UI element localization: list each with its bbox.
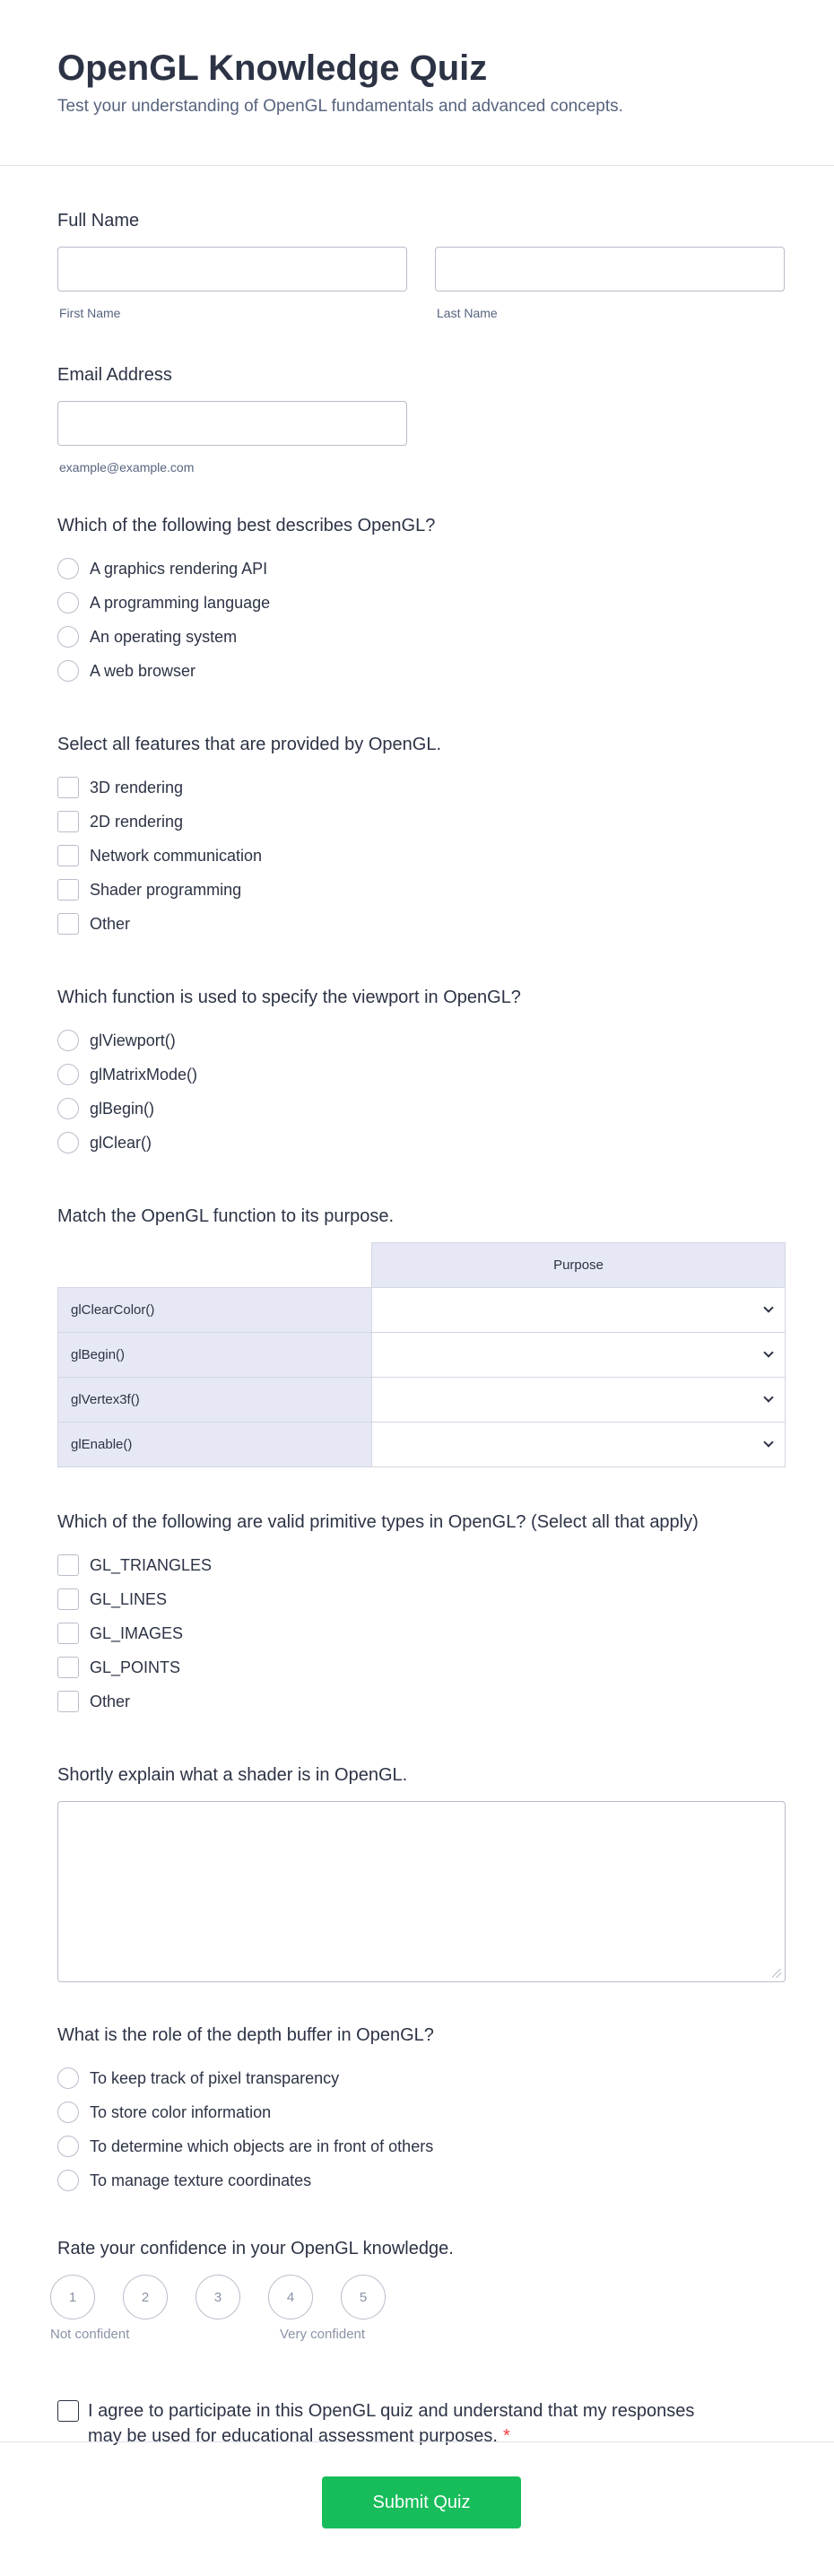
last-name-input[interactable] [435, 247, 785, 292]
option-label: Shader programming [90, 880, 242, 899]
option-label: glMatrixMode() [90, 1065, 198, 1083]
checkbox[interactable] [57, 777, 79, 798]
checkbox-option[interactable] [57, 770, 777, 805]
radio-option[interactable] [57, 586, 777, 620]
matrix-table [57, 1242, 786, 1467]
question-function-matrix [57, 1205, 777, 1467]
option-label: GL_TRIANGLES [90, 1555, 213, 1574]
checkbox-option[interactable] [57, 1616, 777, 1650]
option-label: glClear() [90, 1133, 152, 1152]
rating-option-4[interactable]: 4 [268, 2275, 313, 2319]
rating-high-label: Very confident [280, 2327, 366, 2342]
question-depth-buffer [57, 2023, 777, 2197]
radio-option[interactable] [57, 1092, 777, 1126]
rating-low-label: Not confident [50, 2327, 130, 2342]
form-header [0, 0, 834, 166]
checkbox-option[interactable] [57, 873, 777, 907]
option-label: 3D rendering [90, 778, 184, 796]
checkbox-option[interactable] [57, 839, 777, 873]
checkbox[interactable] [57, 913, 79, 935]
purpose-dropdown[interactable] [372, 1333, 786, 1378]
radio-button[interactable] [57, 1098, 79, 1119]
full-name-label: Full Name [57, 211, 140, 231]
question-label: What is the role of the depth buffer in OpenGL? [57, 2025, 434, 2045]
question-viewport-function [57, 986, 777, 1160]
radio-option[interactable] [57, 654, 777, 688]
question-label: Match the OpenGL function to its purpose. [57, 1206, 395, 1226]
last-name-sublabel: Last Name [437, 306, 498, 320]
radio-option[interactable] [57, 1023, 777, 1057]
option-label: glBegin() [90, 1099, 155, 1118]
rating-scale [50, 2275, 777, 2319]
option-label: Network communication [90, 846, 263, 865]
radio-button[interactable] [57, 1132, 79, 1153]
checkbox-option[interactable] [57, 907, 777, 941]
option-label: A graphics rendering API [90, 559, 268, 578]
radio-button[interactable] [57, 660, 79, 682]
option-label: GL_POINTS [90, 1658, 181, 1676]
checkbox-option[interactable] [57, 1548, 777, 1582]
question-label: Which function is used to specify the viewport in OpenGL? [57, 988, 521, 1007]
rating-option-5[interactable]: 5 [341, 2275, 386, 2319]
matrix-row [58, 1378, 786, 1423]
first-name-input[interactable] [57, 247, 407, 292]
question-opengl-features [57, 733, 777, 941]
radio-option[interactable] [57, 552, 777, 586]
radio-button[interactable] [57, 2136, 79, 2157]
radio-button[interactable] [57, 2170, 79, 2191]
checkbox[interactable] [57, 1554, 79, 1576]
option-label: To determine which objects are in front of others [90, 2137, 434, 2155]
first-name-sublabel: First Name [59, 306, 121, 320]
question-opengl-description [57, 514, 777, 688]
option-label: Other [90, 914, 131, 933]
purpose-dropdown[interactable] [372, 1423, 786, 1467]
matrix-corner [58, 1243, 372, 1288]
matrix-row [58, 1423, 786, 1467]
matrix-row [58, 1333, 786, 1378]
radio-button[interactable] [57, 592, 79, 614]
agreement-text: I agree to participate in this OpenGL quiz and understand that my responses may be used for educational assessment purposes. [88, 2401, 695, 2446]
chevron-down-icon [763, 1302, 773, 1312]
rating-labels [50, 2327, 777, 2348]
chevron-down-icon [763, 1392, 773, 1402]
purpose-dropdown[interactable] [372, 1378, 786, 1423]
question-label: Shortly explain what a shader is in OpenGL. [57, 1765, 408, 1785]
radio-option[interactable] [57, 2095, 777, 2129]
radio-button[interactable] [57, 2067, 79, 2089]
radio-option[interactable] [57, 1057, 777, 1092]
question-confidence-rating [50, 2237, 777, 2348]
radio-option[interactable] [57, 2129, 777, 2163]
shader-answer-textarea[interactable] [57, 1801, 786, 1982]
option-label: To manage texture coordinates [90, 2171, 312, 2189]
checkbox-option[interactable] [57, 805, 777, 839]
quiz-form [0, 209, 834, 2449]
full-name-field [57, 209, 777, 320]
email-field [57, 363, 777, 474]
radio-button[interactable] [57, 2102, 79, 2123]
matrix-row-label: glEnable() [58, 1423, 372, 1467]
page-title: OpenGL Knowledge Quiz [57, 48, 488, 88]
option-label: Other [90, 1692, 131, 1710]
matrix-row-label: glVertex3f() [58, 1378, 372, 1423]
chevron-down-icon [763, 1437, 773, 1447]
resize-handle-icon[interactable] [772, 1969, 781, 1978]
option-label: To keep track of pixel transparency [90, 2068, 340, 2087]
checkbox[interactable] [57, 879, 79, 901]
question-label: Which of the following are valid primitive types in OpenGL? (Select all that apply) [57, 1512, 699, 1532]
option-label: An operating system [90, 627, 238, 646]
radio-option[interactable] [57, 620, 777, 654]
option-label: A programming language [90, 593, 271, 612]
option-label: To store color information [90, 2102, 272, 2121]
option-label: GL_IMAGES [90, 1623, 184, 1642]
option-label: glViewport() [90, 1031, 176, 1049]
question-primitive-types [57, 1510, 777, 1719]
checkbox[interactable] [57, 811, 79, 832]
question-label: Select all features that are provided by OpenGL. [57, 735, 442, 754]
required-asterisk: * [502, 2426, 510, 2446]
radio-button[interactable] [57, 626, 79, 648]
radio-button[interactable] [57, 1030, 79, 1051]
matrix-row-label: glBegin() [58, 1333, 372, 1378]
radio-button[interactable] [57, 1064, 79, 1085]
agreement-checkbox[interactable] [57, 2400, 79, 2422]
radio-option[interactable] [57, 2163, 777, 2197]
checkbox[interactable] [57, 845, 79, 866]
checkbox[interactable] [57, 1691, 79, 1712]
form-footer [0, 2441, 834, 2512]
matrix-row-label: glClearColor() [58, 1288, 372, 1333]
checkbox-option[interactable] [57, 1684, 777, 1719]
rating-option-1[interactable]: 1 [50, 2275, 95, 2319]
option-label: 2D rendering [90, 812, 184, 831]
checkbox[interactable] [57, 1623, 79, 1644]
email-input[interactable] [57, 401, 407, 446]
rating-option-2[interactable]: 2 [123, 2275, 168, 2319]
purpose-dropdown[interactable] [372, 1288, 786, 1333]
checkbox[interactable] [57, 1657, 79, 1678]
radio-option[interactable] [57, 2061, 777, 2095]
question-shader-explanation [57, 1763, 777, 1982]
checkbox[interactable] [57, 1588, 79, 1610]
matrix-row [58, 1288, 786, 1333]
question-label: Which of the following best describes OpenGL? [57, 516, 436, 535]
checkbox-option[interactable] [57, 1582, 777, 1616]
option-label: A web browser [90, 661, 196, 680]
email-sublabel: example@example.com [59, 460, 195, 474]
rating-option-3[interactable]: 3 [195, 2275, 240, 2319]
page-subtitle: Test your understanding of OpenGL fundamentals and advanced concepts. [57, 97, 623, 116]
email-label: Email Address [57, 365, 172, 385]
radio-option[interactable] [57, 1126, 777, 1160]
chevron-down-icon [763, 1347, 773, 1357]
matrix-column-header: Purpose [372, 1243, 786, 1288]
radio-button[interactable] [57, 558, 79, 579]
question-label: Rate your confidence in your OpenGL knowledge. [57, 2239, 454, 2258]
submit-quiz-button[interactable]: Submit Quiz [322, 2476, 521, 2528]
checkbox-option[interactable] [57, 1650, 777, 1684]
option-label: GL_LINES [90, 1589, 168, 1608]
